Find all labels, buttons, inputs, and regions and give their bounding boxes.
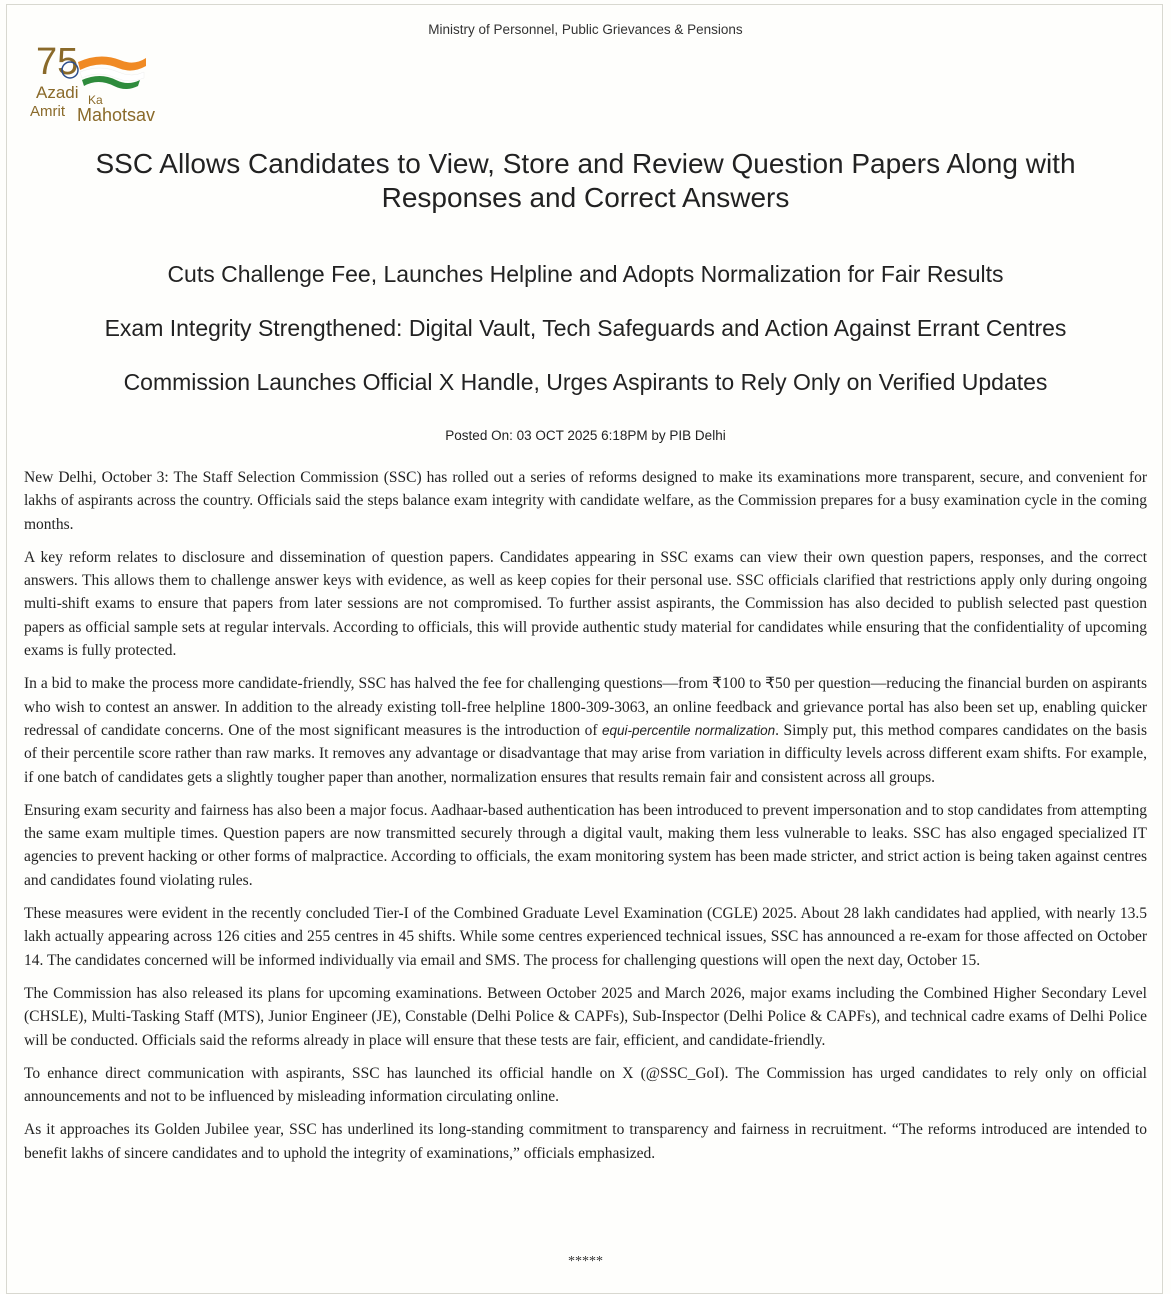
paragraph-6: The Commission has also released its plans for upcoming examinations. Between October 2025 and March 2026, major exams including the Combined Higher Secondary Level (CHSLE), Multi-Tasking Staff (MTS), Junior Engineer (JE), Constable (Delhi Police & CAPFs), Sub-Inspector (Delhi Police & CAPFs), and technical cadre exams of Delhi Police will be conducted. Officials said the reforms already in place will ensure that these tests are fair, efficient, and candidate-friendly.	[24, 984, 1147, 1049]
ministry-name: Ministry of Personnel, Public Grievances & Pensions	[428, 22, 743, 37]
paragraph-7: To enhance direct communication with aspirants, SSC has launched its official handle on X (@SSC_GoI). The Commission has urged candidates to rely only on official announcements and not to be influenced by misleading information circulating online.	[24, 1064, 1147, 1106]
paragraph-4: Ensuring exam security and fairness has also been a major focus. Aadhaar-based authentication has been introduced to prevent impersonation and to stop candidates from attempting the same exam multiple times. Question papers are now transmitted securely through a digital vault, making them less vulnerable to leaks. SSC has also engaged specialized IT agencies to prevent hacking or other forms of malpractice. According to officials, the exam monitoring system has been made stricter, and strict action is being taken against centres and candidates found violating rules.	[24, 801, 1147, 889]
normalization-term: equi-percentile normalization	[601, 722, 776, 738]
logo-mahotsav: Mahotsav	[77, 105, 156, 125]
subheading-2: Exam Integrity Strengthened: Digital Vault, Tech Safeguards and Action Against Errant Centres	[104, 315, 1067, 341]
paragraph-2: A key reform relates to disclosure and dissemination of question papers. Candidates appearing in SSC exams can view their own question papers, responses, and the correct answers. This allows them to challenge answer keys with evidence, as well as keep copies for their personal use. SSC officials clarified that restrictions apply only during ongoing multi-shift exams to ensure that papers from later sessions are not compromised. To further assist aspirants, the Commission has also decided to publish selected past question papers as official sample sets at regular intervals. According to officials, this will provide authentic study material for candidates while ensuring that the confidentiality of upcoming exams is fully protected.	[24, 548, 1147, 660]
logo-number: 75	[36, 41, 79, 83]
logo-graphic	[28, 40, 178, 130]
paragraph-3-part-a: In a bid to make the process more candidate-friendly, SSC has halved the fee for challenging questions—from ₹100 to ₹50 per question—reducing the financial burden on aspirants who wish to contest an answer. In addition to the already existing toll-free helpline 1800-309-3063, an online feedback and grievance portal has also been set up, enabling quicker redressal of candidate concerns. One of the most significant measures is the introduction of	[24, 675, 1147, 739]
end-marker: *****	[568, 1254, 603, 1269]
subheading-3: Commission Launches Official X Handle, Urges Aspirants to Rely Only on Verified Updates	[123, 369, 1048, 395]
flag-saffron-stripe	[78, 56, 146, 70]
subheading-1: Cuts Challenge Fee, Launches Helpline and Adopts Normalization for Fair Results	[167, 261, 1004, 287]
posted-on-line: Posted On: 03 OCT 2025 6:18PM by PIB Delhi	[445, 428, 726, 443]
azadi-ka-amrit-mahotsav-logo	[28, 40, 178, 130]
paragraph-3	[24, 672, 1147, 788]
page-title: SSC Allows Candidates to View, Store and Review Question Papers Along with Responses and Correct Answers	[95, 148, 1076, 213]
logo-ka: Ka	[88, 93, 103, 107]
paragraph-1: New Delhi, October 3: The Staff Selection Commission (SSC) has rolled out a series of reforms designed to make its examinations more transparent, secure, and convenient for lakhs of aspirants across the country. Officials said the steps balance exam integrity with candidate welfare, as the Commission prepares for a busy examination cycle in the coming months.	[24, 469, 1147, 533]
logo-azadi: Azadi	[36, 83, 79, 102]
paragraph-8: As it approaches its Golden Jubilee year, SSC has underlined its long-standing commitment to transparency and fairness in recruitment. “The reforms introduced are intended to benefit lakhs of sincere candidates and to uphold the integrity of examinations,” officials emphasized.	[24, 1121, 1147, 1162]
article-body	[24, 466, 1147, 1175]
logo-amrit: Amrit	[30, 103, 65, 120]
paragraph-3-part-b: . Simply put, this method compares candidates on the basis of their percentile score rather than raw marks. It removes any advantage or disadvantage that may arise from variation in difficulty levels across different exam shifts. For example, if one batch of candidates gets a slightly tougher paper than another, normalization ensures that results remain fair and consistent across all groups.	[24, 721, 1147, 786]
paragraph-5: These measures were evident in the recently concluded Tier-I of the Combined Graduate Level Examination (CGLE) 2025. About 28 lakh candidates had applied, with nearly 13.5 lakh actually appearing across 126 cities and 255 centres in 45 shifts. While some centres experienced technical issues, SSC has announced a re-exam for those affected on October 14. The candidates concerned will be informed individually via email and SMS. The process for challenging questions will open the next day, October 15.	[24, 905, 1147, 969]
